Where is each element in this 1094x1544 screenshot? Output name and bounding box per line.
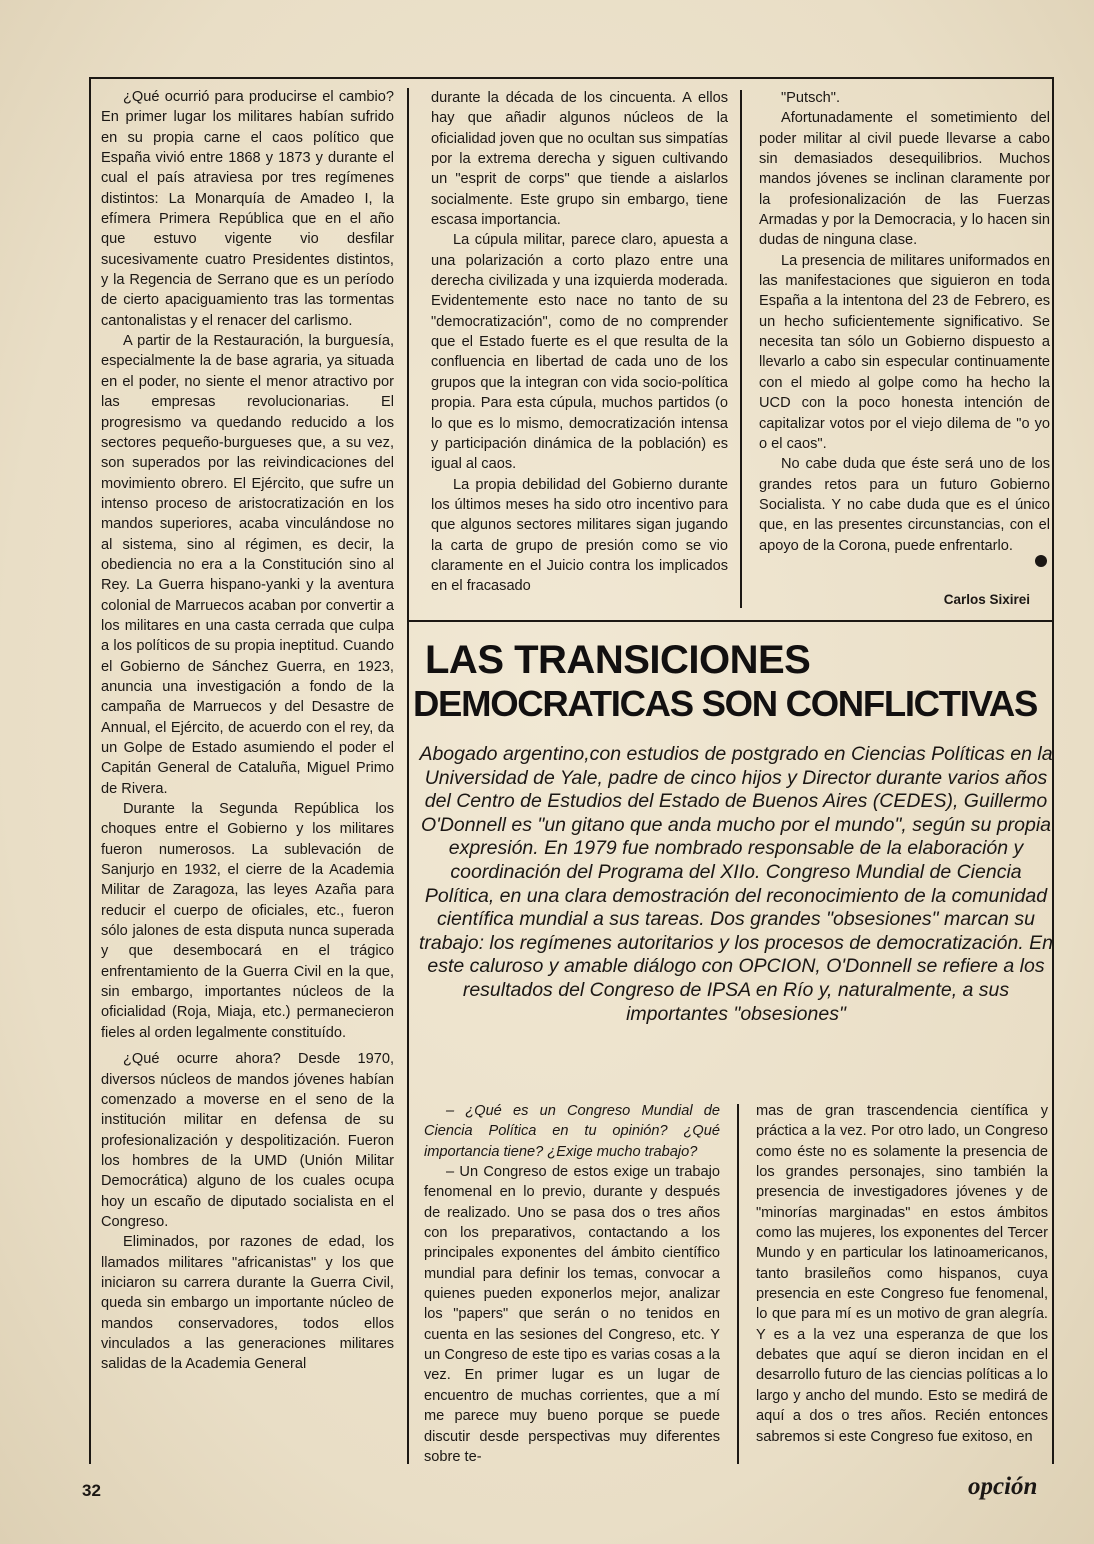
column-rule-3	[737, 1104, 739, 1464]
interview-answer: – Un Congreso de estos exige un trabajo fenomenal en lo previo, durante y después de realizado. Uno se pasa dos o tres años con los preparativos, contactando a los principales exponentes del ámbito científico mundial para definir los temas, convocar a quienes pueden exponerlos mejor, analizar los "papers" que serán o no tenidos en cuenta en las sesiones del Congreso, etc. Y un Congreso de este tipo es varias cosas a la vez. En primer lugar es un lugar de encuentro de muchas corrientes, que a mí me parece muy bueno porque se puede discutir desde perspectivas muy diferentes sobre te-	[424, 1164, 720, 1464]
paragraph: ¿Qué ocurre ahora? Desde 1970, diversos núcleos de mandos jóvenes habían comenzado a moverse en el seno de la institución militar en defensa de su profesionalización y despolitización. Fueron los hombres de la UMD (Unión Militar Democrática) alguno de los cuales ocupa hoy un escaño de diputado socialista en el Congreso.	[101, 1051, 394, 1230]
interview-column-1	[424, 1101, 720, 1464]
article-column-3	[759, 88, 1050, 574]
column-rule-1	[407, 88, 409, 1464]
paragraph: La presencia de militares uniformados en las manifestaciones que siguieron en toda España a la intentona del 23 de Febrero, es un hecho suficientemente significativo. Se necesita tan sólo un Gobierno dispuesto a llevarlo a cabo sin especular continuamente con el miedo al golpe como ha hecho la UCD con la poco honesta intención de capitalizar votos por el viejo dilema de "o yo o el caos".	[759, 252, 1050, 452]
paragraph: Durante la Segunda República los choques entre el Gobierno y los militares fueron numerosos. La sublevación de Sanjurjo en 1932, el cierre de la Academia Militar de Zaragoza, las leyes Azaña para reducir el cuerpo de oficiales, etc., fueron sólo jalones de esta disputa nunca superada y que desembocará en el trágico enfrentamiento de la Guerra Civil en la que, sin embargo, importantes núcleos de la oficialidad (Roja, Miaja, etc.) permanecieron fieles al orden legalmente constituído.	[101, 801, 394, 1041]
headline-line-2: DEMOCRATICAS SON CONFLICTIVAS	[413, 683, 1038, 724]
interview-intro: Abogado argentino,con estudios de postgrado en Ciencias Políticas en la Universidad de Yale, padre de cinco hijos y Director durante varios años del Centro de Estudios del Estado de Buenos Aires (CEDES), Guillermo O'Donnell es "un gitano que anda mucho por el mundo", según su propia expresión. En 1979 fue nombrado responsable de la elaboración y coordinación del Programa del XIIo. Congreso Mundial de Ciencia Política, en una clara demostración del reconocimiento de la comunidad científica mundial a sus tareas. Dos grandes "obsesiones" marcan su trabajo: los regímenes autoritarios y los procesos de democratización. En este caluroso y amable diálogo con OPCION, O'Donnell se refiere a los resultados del Congreso de IPSA en Río y, naturalmente, a sus importantes "obsesiones"	[418, 743, 1054, 1025]
paragraph: durante la década de los cincuenta. A ellos hay que añadir algunos núcleos de la oficialidad joven que no ocultan sus simpatías por la extrema derecha y siguen cultivando un "esprit de corps" que tiende a aislarlos socialmente. Este grupo sin embargo, tiene escasa importancia.	[431, 90, 728, 229]
paragraph: No cabe duda que éste será uno de los grandes retos para un futuro Gobierno Socialista. Y no cabe duda que es el único que, en las presentes circunstancias, con el apoyo de la Corona, puede enfrentarlo.	[759, 456, 1050, 554]
paragraph: A partir de la Restauración, la burguesía, especialmente la de base agraria, ya situada en el poder, no siente el menor atractivo por las empresas revolucionarias. El progresismo va quedando reducido a los sectores pequeño-burgueses que, a su vez, son superados por las reivindicaciones del movimiento obrero. El Ejército, que sufre un intenso proceso de aristocratización en los mandos superiores, acaba vinculándose no al sistema, sino al régimen, es decir, la obediencia no era a la Constitución sino al Rey. La Guerra hispano-yanki y la aventura colonial de Marruecos acaban por convertir a los militares en una casta cerrada que culpa a los políticos de su propia ineptitud. Cuando el Gobierno de Sánchez Guerra, en 1923, anuncia una investigación a fondo de la campaña de Marruecos y del Desastre de Annual, el Ejército, de acuerdo con el rey, da un Golpe de Estado asumiendo el poder el Capitán General de Cataluña, Miguel Primo de Rivera.	[101, 333, 394, 797]
paragraph: ¿Qué ocurrió para producirse el cambio? En primer lugar los militares habían sufrido en su propia carne el caos político que España vivió entre 1868 y 1873 y durante el cual el país atraviesa por tres regímenes distintos: La Monarquía de Amadeo I, la efímera Primera República que en el año que estuvo vigente vio desfilar sucesivamente cuatro Presidentes distintos, y la Regencia de Serrano que es un período de cierto apaciguamiento tras las tormentas cantonalistas y el renacer del carlismo.	[101, 89, 394, 329]
column-rule-2	[740, 90, 742, 608]
magazine-logo: opción	[968, 1473, 1038, 1500]
interview-column-2	[756, 1101, 1048, 1464]
paragraph: La cúpula militar, parece claro, apuesta a una polarización a corto plazo entre una derecha civilizada y una izquierda moderada. Evidentemente esto nace no tanto de su "democratización", como de no comprender que el Estado fuerte es el que resulta de la confluencia en libertad de cada uno de los grupos que la integran con vida socio-política propia. Para esta cúpula, muchos partidos (o lo que es lo mismo, democratización intensa y participación dinámica de la población) es igual al caos.	[431, 232, 728, 473]
paragraph: "Putsch".	[781, 90, 841, 106]
author-signature: Carlos Sixirei	[943, 592, 1030, 607]
article-column-2	[431, 88, 728, 610]
headline-line-1: LAS TRANSICIONES	[425, 638, 811, 682]
page-number: 32	[82, 1481, 101, 1500]
paragraph: Afortunadamente el sometimiento del poder militar al civil puede llevarse a cabo sin demasiados desequilibrios. Muchos mandos jóvenes se inclinan claramente por la profesionalización de las Fuerzas Armadas y por la Democracia, y lo hacen sin dudas de ninguna clase.	[759, 110, 1050, 249]
paragraph: Eliminados, por razones de edad, los llamados militares "africanistas" y los que iniciaron su carrera durante la Guerra Civil, queda sin embargo un importante núcleo de mandos conservadores, todos ellos vinculados a las generaciones militares salidas de la Academia General	[101, 1234, 394, 1373]
paragraph: La propia debilidad del Gobierno durante los últimos meses ha sido otro incentivo para que algunos sectores militares sigan jugando la carta de grupo de presión como se vio claramente en el Juicio contra los implicados en el fracasado	[431, 476, 728, 595]
interview-answer-continued: mas de gran trascendencia científica y práctica a la vez. Por otro lado, un Congreso como éste no es solamente la presencia de los grandes personajes, sino también la presencia de investigadores jóvenes y de "minorías marginadas" en estos ámbitos como las mujeres, los exponentes del Tercer Mundo y en particular los latinoamericanos, tanto brasileños como hispanos, cuya presencia en este Congreso fue fenomenal, lo que para mí es un motivo de gran alegría. Y es a la vez una esperanza de que los debates que aquí se dieron incidan en el desarrollo futuro de las ciencias políticas a lo largo y ancho del mundo. Esto se medirá de aquí a dos o tres años. Recién entonces sabremos si este Congreso fue exitoso, en	[756, 1103, 1048, 1445]
article-column-1	[101, 87, 394, 1464]
interview-question: – ¿Qué es un Congreso Mundial de Ciencia Política en tu opinión? ¿Qué importancia tiene? ¿Exige mucho trabajo?	[424, 1103, 720, 1160]
section-divider	[407, 620, 1054, 622]
end-of-article-bullet-icon	[1035, 555, 1047, 567]
